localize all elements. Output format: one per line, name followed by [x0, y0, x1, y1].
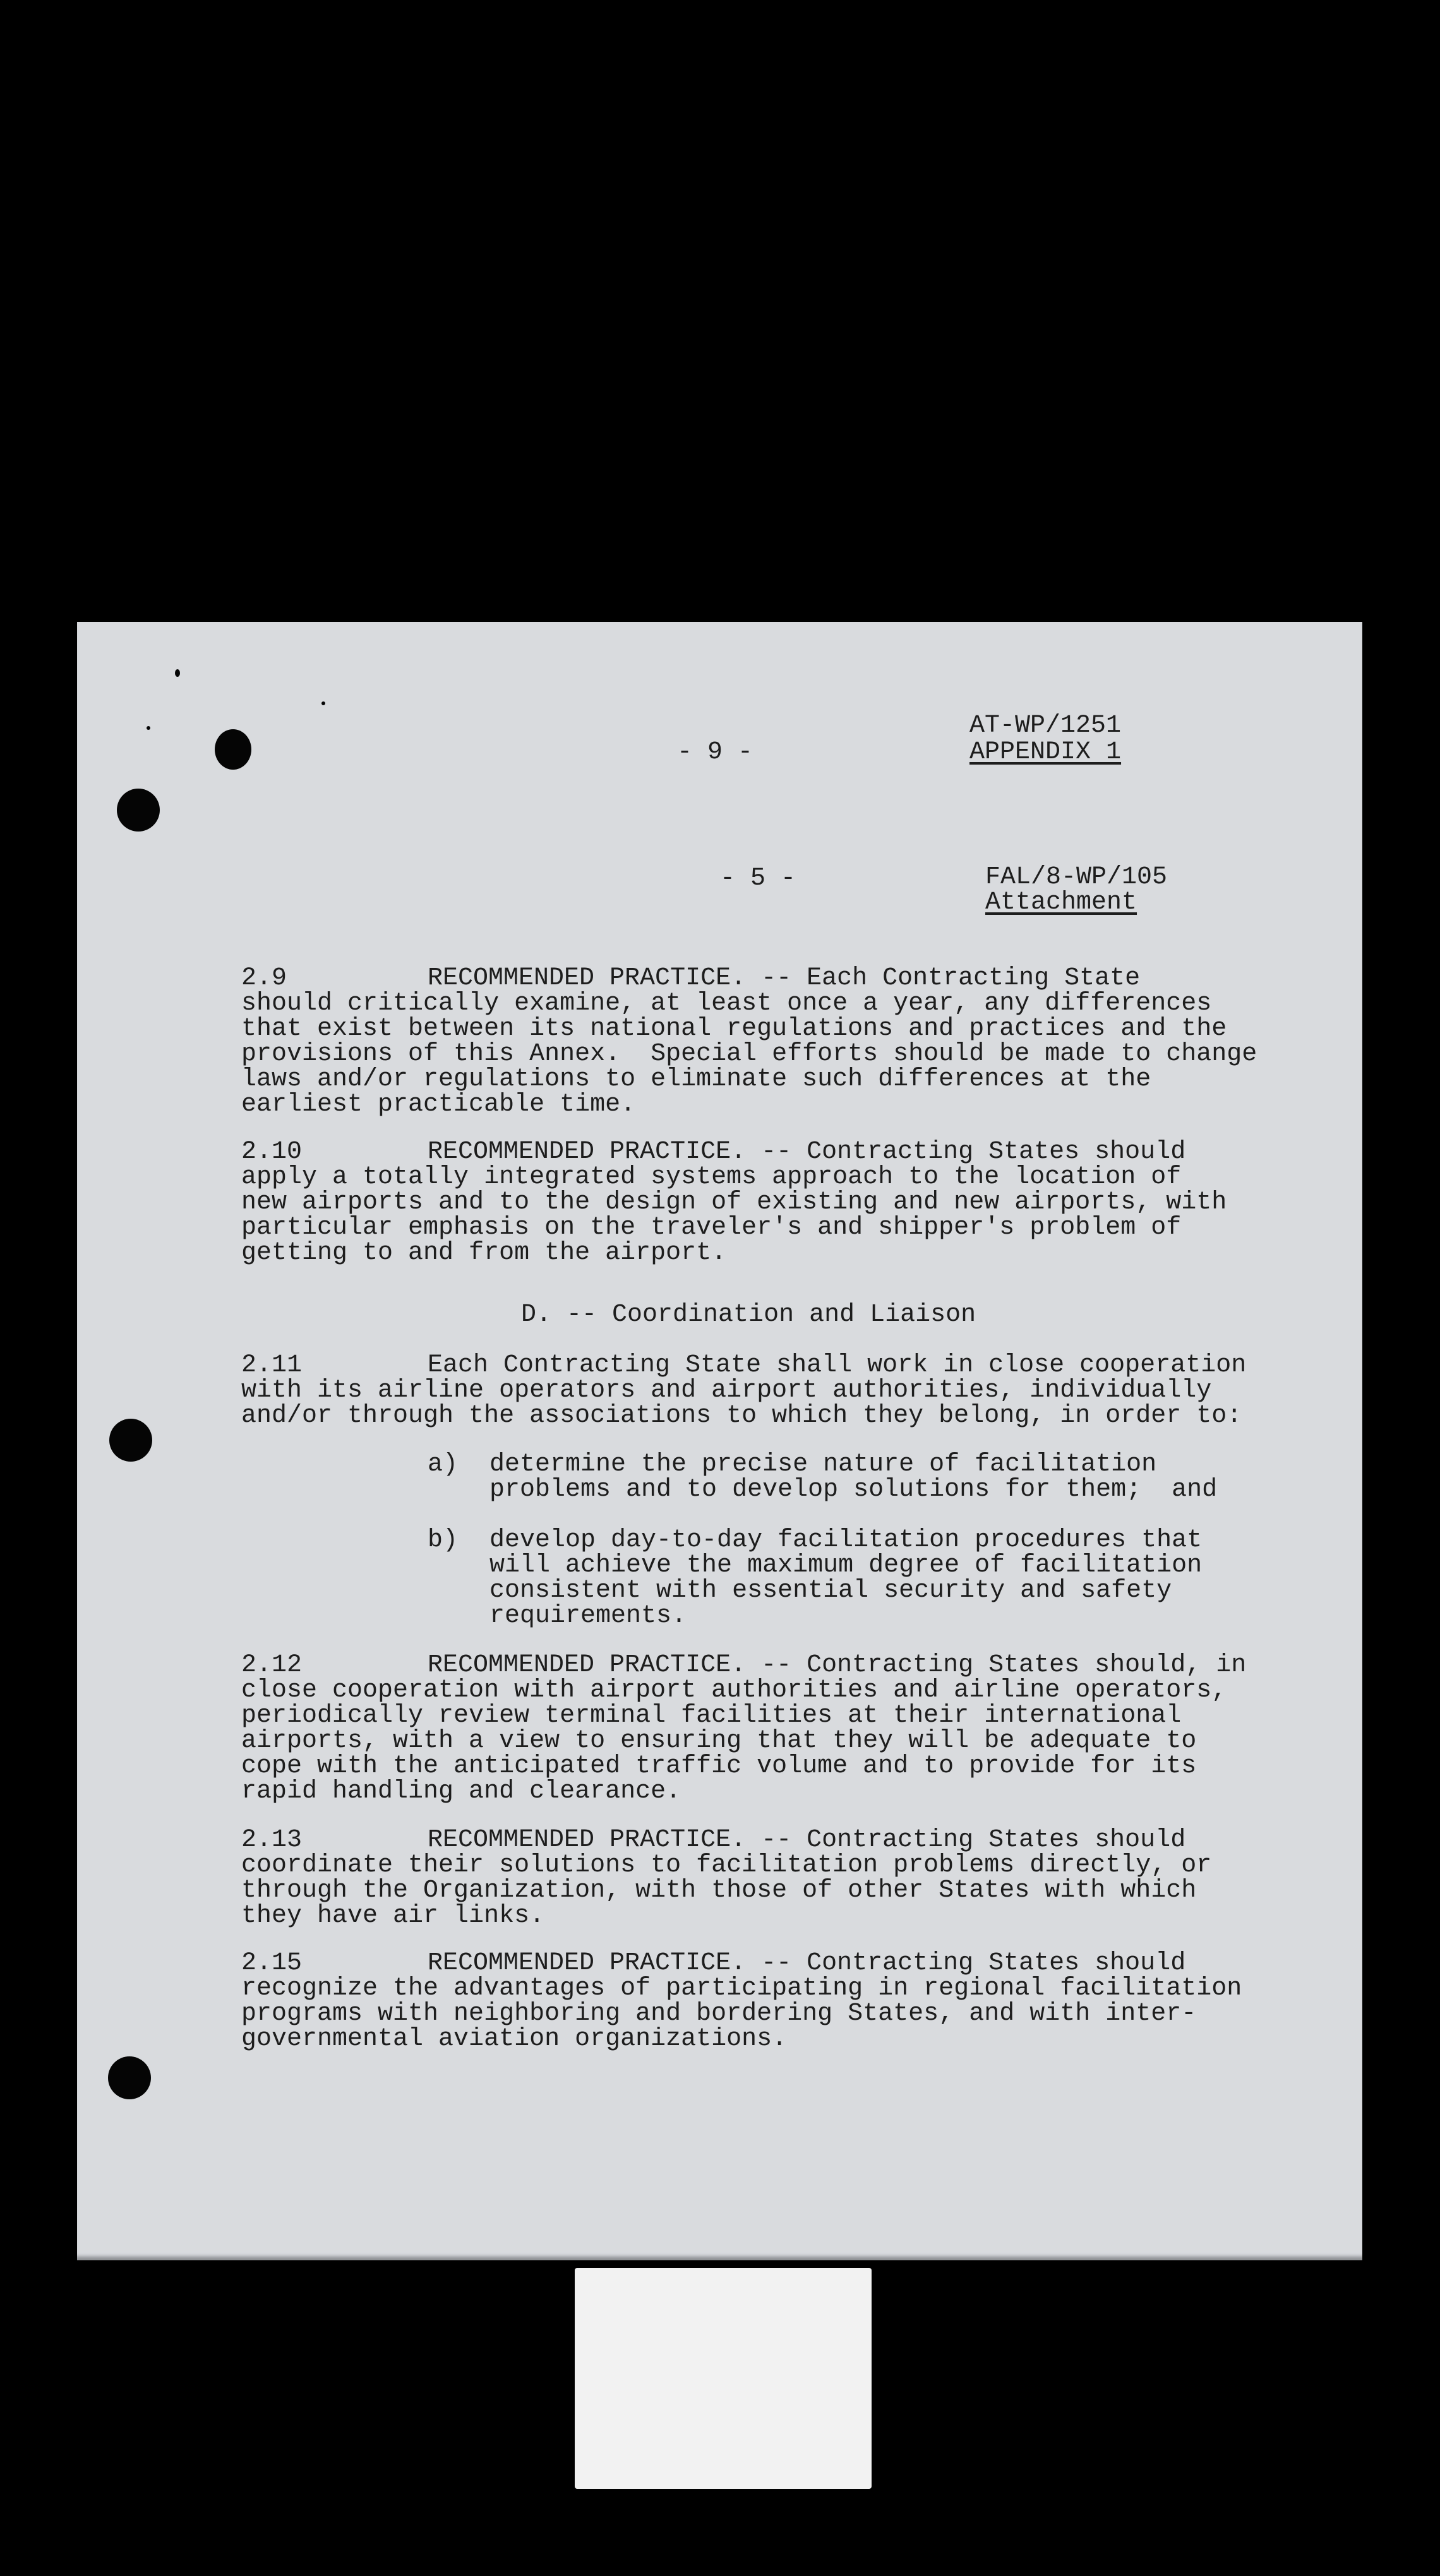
paragraph-line: they have air links. — [241, 1902, 545, 1930]
punch-hole-middle — [109, 1419, 152, 1462]
paragraph-line: should critically examine, at least once a year, any differences — [241, 989, 1212, 1018]
list-item-line: will achieve the maximum degree of facilitation — [489, 1551, 1203, 1580]
paragraph-line: new airports and to the design of existing and new airports, with — [241, 1188, 1227, 1217]
section-heading: D. -- Coordination and Liaison — [521, 1301, 976, 1329]
paragraph-line: particular emphasis on the traveler's and shipper's problem of — [241, 1213, 1182, 1242]
paragraph-line: rapid handling and clearance. — [241, 1777, 681, 1806]
paragraph-first-line: RECOMMENDED PRACTICE. -- Each Contracting State — [428, 964, 1141, 993]
paragraph-number: 2.12 — [241, 1651, 303, 1679]
paragraph-line: laws and/or regulations to eliminate such differences at the — [241, 1065, 1151, 1094]
paragraph-line: airports, with a view to ensuring that they will be adequate to — [241, 1727, 1197, 1755]
ink-speck — [175, 669, 180, 677]
paragraph-line: earliest practicable time. — [241, 1090, 636, 1119]
paragraph-line: governmental aviation organizations. — [241, 2025, 788, 2053]
punch-hole-top — [117, 789, 160, 832]
paragraph-first-line: RECOMMENDED PRACTICE. -- Contracting States should — [428, 1138, 1186, 1166]
paragraph-line: that exist between its national regulations and practices and the — [241, 1015, 1227, 1043]
paragraph-line: through the Organization, with those of other States with which — [241, 1876, 1197, 1905]
paragraph-line: with its airline operators and airport authorities, individually — [241, 1376, 1212, 1405]
paragraph-line: programs with neighboring and bordering States, and with inter- — [241, 2000, 1197, 2028]
paragraph-first-line: RECOMMENDED PRACTICE. -- Contracting States should, in — [428, 1651, 1247, 1679]
paragraph-first-line: RECOMMENDED PRACTICE. -- Contracting States should — [428, 1949, 1186, 1977]
paragraph-line: periodically review terminal facilities at their international — [241, 1702, 1182, 1730]
paragraph-line: apply a totally integrated systems approach to the location of — [241, 1163, 1182, 1191]
appendix-label: APPENDIX 1 — [969, 738, 1122, 766]
paragraph-number: 2.15 — [241, 1949, 303, 1977]
paragraph-line: and/or through the associations to which they belong, in order to: — [241, 1402, 1242, 1430]
paragraph-line: cope with the anticipated traffic volume and to provide for its — [241, 1752, 1197, 1780]
paragraph-line: getting to and from the airport. — [241, 1239, 727, 1267]
blank-label-strip — [575, 2268, 872, 2489]
attachment-label: Attachment — [985, 888, 1137, 917]
list-item-line: problems and to develop solutions for them; and — [489, 1476, 1218, 1504]
list-item-line: determine the precise nature of facilitation — [489, 1450, 1157, 1479]
list-item-marker: b) — [428, 1526, 459, 1554]
page-number-inner: - 5 - — [720, 864, 796, 893]
ink-speck — [321, 701, 325, 705]
paragraph-line: coordinate their solutions to facilitation problems directly, or — [241, 1851, 1212, 1880]
paragraph-line: recognize the advantages of participating in regional facilitation — [241, 1974, 1242, 2003]
list-item-line: develop day-to-day facilitation procedures that — [489, 1526, 1203, 1554]
page-number-outer: - 9 - — [677, 738, 753, 766]
paragraph-first-line: Each Contracting State shall work in close cooperation — [428, 1351, 1247, 1380]
paragraph-number: 2.13 — [241, 1826, 303, 1854]
list-item-line: requirements. — [489, 1602, 687, 1630]
paragraph-number: 2.11 — [241, 1351, 303, 1380]
document-id-inner: FAL/8-WP/105 — [985, 863, 1168, 891]
paragraph-number: 2.10 — [241, 1138, 303, 1166]
punch-hole-bottom — [108, 2056, 151, 2099]
paragraph-line: close cooperation with airport authorities and airline operators, — [241, 1676, 1227, 1705]
paragraph-first-line: RECOMMENDED PRACTICE. -- Contracting States should — [428, 1826, 1186, 1854]
paragraph-number: 2.9 — [241, 964, 287, 993]
ink-blot — [215, 729, 251, 770]
ink-speck — [147, 726, 150, 730]
paragraph-line: provisions of this Annex. Special efforts should be made to change — [241, 1040, 1257, 1068]
list-item-line: consistent with essential security and safety — [489, 1577, 1172, 1605]
document-id-outer: AT-WP/1251 — [969, 712, 1122, 740]
list-item-marker: a) — [428, 1450, 459, 1479]
